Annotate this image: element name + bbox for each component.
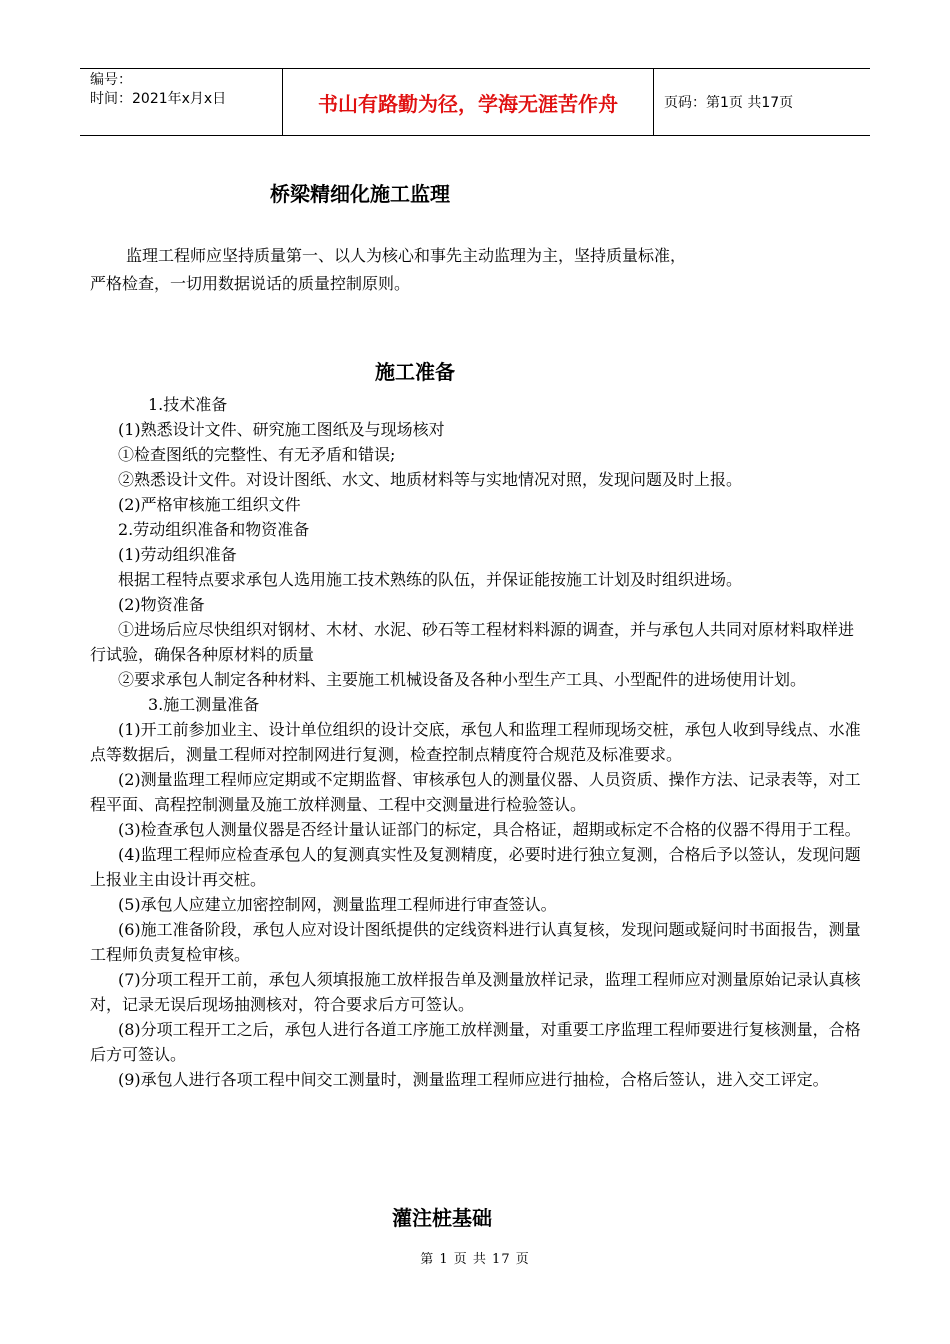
header-meta [80,69,282,135]
list-item: 1.技术准备 [148,395,228,414]
list-item: 根据工程特点要求承包人选用施工技术熟练的队伍，并保证能按施工计划及时组织进场。 [118,570,743,589]
survey-item: (2)测量监理工程师应定期或不定期监督、审核承包人的测量仪器、人员资质、操作方法、记录表等，对工程平面、高程控制测量及施工放样测量、工程中交测量进行检验签认。 [90,770,861,814]
section-title-preparation: 施工准备 [375,360,455,384]
section-body-preparation [90,392,868,1092]
list-item: (1)熟悉设计文件、研究施工图纸及与现场核对 [118,420,445,439]
document-number-label: 编号： [90,72,132,88]
intro-line: 严格检查，一切用数据说话的质量控制原则。 [90,274,411,293]
list-item: (1)劳动组织准备 [118,545,237,564]
list-item: (2)物资准备 [118,595,205,614]
section-title-pile-foundation: 灌注桩基础 [392,1206,492,1230]
list-item: (2)严格审核施工组织文件 [118,495,301,514]
survey-item: (6)施工准备阶段，承包人应对设计图纸提供的定线资料进行认真复核，发现问题或疑问时书面报告，测量工程师负责复检审核。 [90,920,861,964]
page-footer: 第 1 页 共 17 页 [420,1252,530,1267]
survey-item: (7)分项工程开工前，承包人须填报施工放样报告单及测量放样记录，监理工程师应对测量原始记录认真核对，记录无误后现场抽测核对，符合要求后方可签认。 [90,970,861,1014]
intro-line: 监理工程师应坚持质量第一、以人为核心和事先主动监理为主，坚持质量标准， [126,246,687,265]
list-item: ①检查图纸的完整性、有无矛盾和错误; [118,445,396,464]
list-item: 2.劳动组织准备和物资准备 [118,520,310,539]
survey-item: (9)承包人进行各项工程中间交工测量时，测量监理工程师应进行抽检，合格后签认，进入交工评定。 [118,1070,829,1089]
document-title: 桥梁精细化施工监理 [270,182,450,206]
header-page-info: 页码：第1页 共17页 [664,95,794,111]
survey-item: (3)检查承包人测量仪器是否经计量认证部门的标定，具合格证，超期或标定不合格的仪器不得用于工程。 [118,820,861,839]
list-item: 3.施工测量准备 [148,695,260,714]
survey-item: (4)监理工程师应检查承包人的复测真实性及复测精度，必要时进行独立复测，合格后予以签认，发现问题上报业主由设计再交桩。 [90,845,861,889]
list-item: ①进场后应尽快组织对钢材、木材、水泥、砂石等工程材料料源的调查，并与承包人共同对原材料取样进行试验，确保各种原材料的质量 [90,620,855,664]
survey-item: (1)开工前参加业主、设计单位组织的设计交底，承包人和监理工程师现场交桩，承包人收到导线点、水准点等数据后，测量工程师对控制网进行复测，检查控制点精度符合规范及标准要求。 [90,720,861,764]
list-item: ②要求承包人制定各种材料、主要施工机械设备及各种小型生产工具、小型配件的进场使用计划。 [118,670,807,689]
page-header [80,68,870,136]
survey-item: (8)分项工程开工之后，承包人进行各道工序施工放样测量，对重要工序监理工程师要进行复核测量，合格后方可签认。 [90,1020,861,1064]
list-item: ②熟悉设计文件。对设计图纸、水文、地质材料等与实地情况对照，发现问题及时上报。 [118,470,743,489]
document-date: 时间：2021年x月x日 [90,91,227,107]
survey-item: (5)承包人应建立加密控制网，测量监理工程师进行审查签认。 [118,895,557,914]
header-motto: 书山有路勤为径，学海无涯苦作舟 [282,69,654,135]
intro-paragraph [90,242,810,298]
